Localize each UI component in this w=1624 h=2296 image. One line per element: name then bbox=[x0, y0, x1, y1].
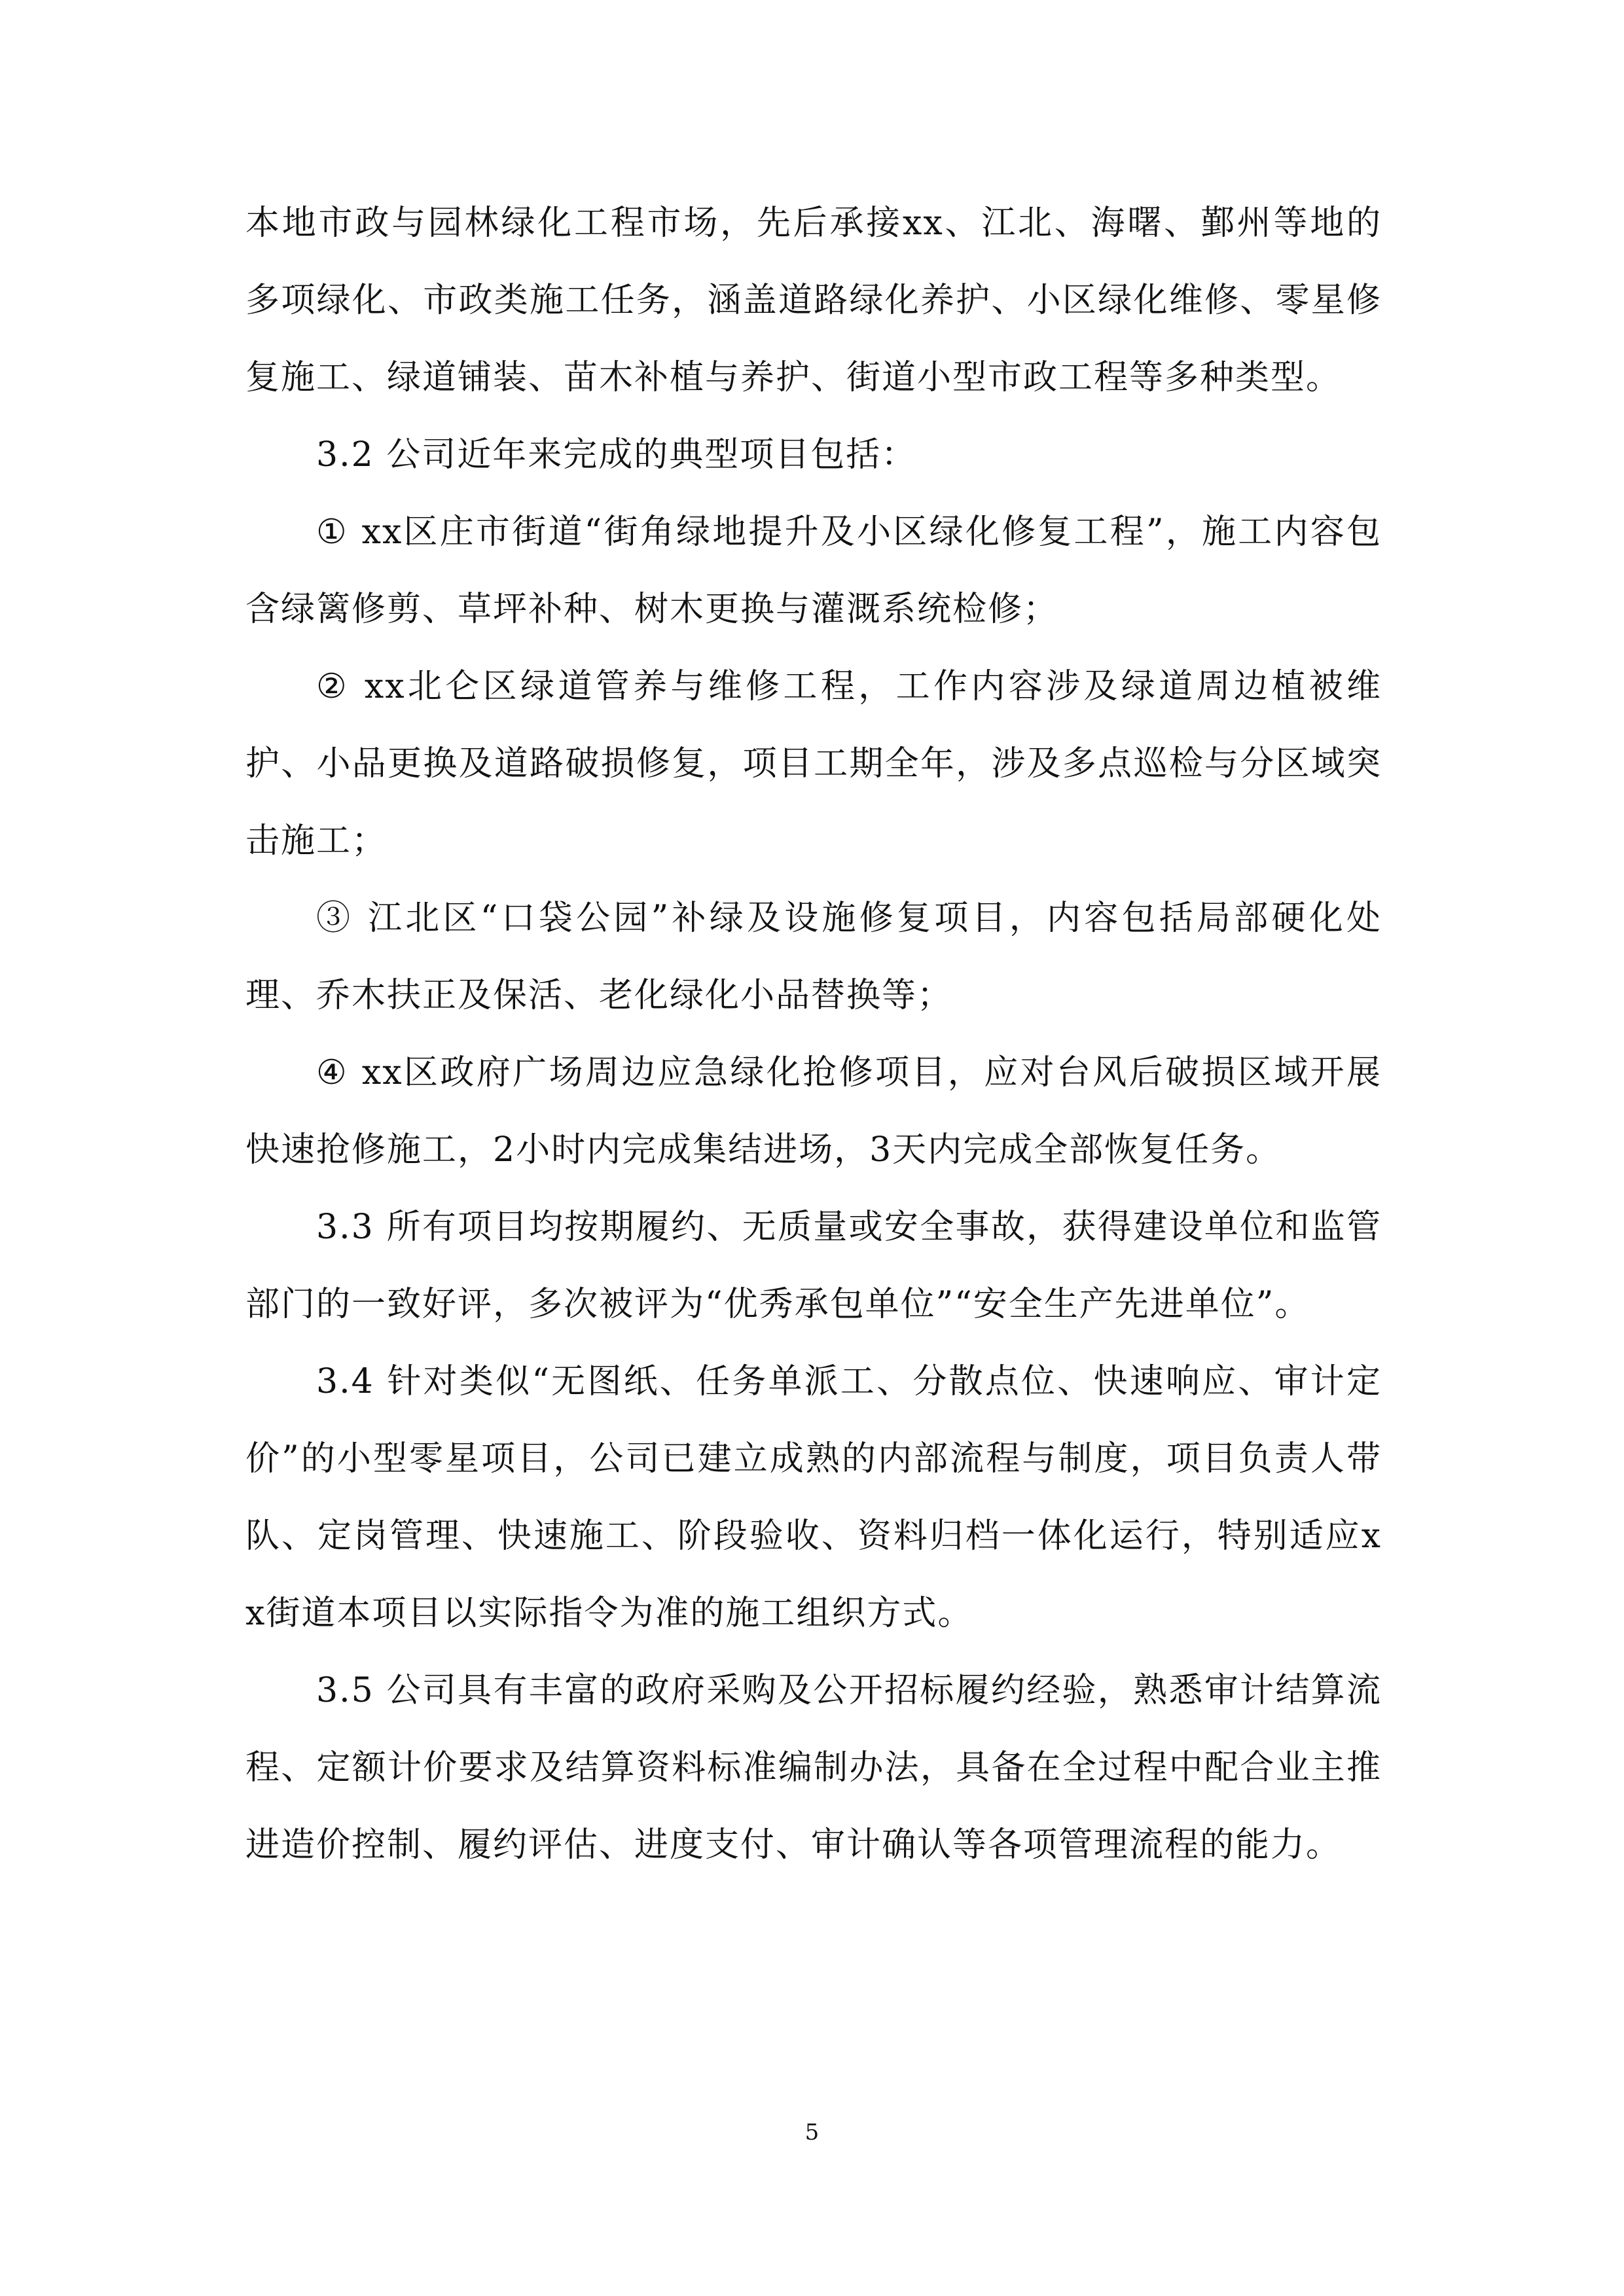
page-number: 5 bbox=[804, 2119, 820, 2145]
paragraph-project-2: ② xx北仑区绿道管养与维修工程，工作内容涉及绿道周边植被维护、小品更换及道路破损修复，项目工期全年，涉及多点巡检与分区域突击施工； bbox=[245, 667, 1382, 861]
paragraph-3-3: 3.3 所有项目均按期履约、无质量或安全事故，获得建设单位和监管部门的一致好评，多次被评为“优秀承包单位”“安全生产先进单位”。 bbox=[245, 1208, 1382, 1324]
page-body bbox=[245, 185, 1382, 1884]
paragraph-project-1: ① xx区庄市街道“街角绿地提升及小区绿化修复工程”，施工内容包含绿篱修剪、草坪补种、树木更换与灌溉系统检修； bbox=[245, 512, 1382, 629]
paragraph-3-4: 3.4 针对类似“无图纸、任务单派工、分散点位、快速响应、审计定价”的小型零星项目，公司已建立成熟的内部流程与制度，项目负责人带队、定岗管理、快速施工、阶段验收、资料归档一体化运行，特别适应xx街道本项目以实际指令为准的施工组织方式。 bbox=[245, 1362, 1382, 1633]
paragraph-continuation: 本地市政与园林绿化工程市场，先后承接xx、江北、海曙、鄞州等地的多项绿化、市政类施工任务，涵盖道路绿化养护、小区绿化维修、零星修复施工、绿道铺装、苗木补植与养护、街道小型市政工程等多种类型。 bbox=[245, 204, 1382, 397]
paragraph-3-5: 3.5 公司具有丰富的政府采购及公开招标履约经验，熟悉审计结算流程、定额计价要求及结算资料标准编制办法，具备在全过程中配合业主推进造价控制、履约评估、进度支付、审计确认等各项管理流程的能力。 bbox=[245, 1671, 1382, 1865]
paragraph-3-2: 3.2 公司近年来完成的典型项目包括： bbox=[316, 435, 917, 475]
paragraph-project-4: ④ xx区政府广场周边应急绿化抢修项目，应对台风后破损区域开展快速抢修施工，2小时内完成集结进场，3天内完成全部恢复任务。 bbox=[245, 1053, 1382, 1170]
paragraph-project-3: ③ 江北区“口袋公园”补绿及设施修复项目，内容包括局部硬化处理、乔木扶正及保活、老化绿化小品替换等； bbox=[245, 899, 1382, 1015]
